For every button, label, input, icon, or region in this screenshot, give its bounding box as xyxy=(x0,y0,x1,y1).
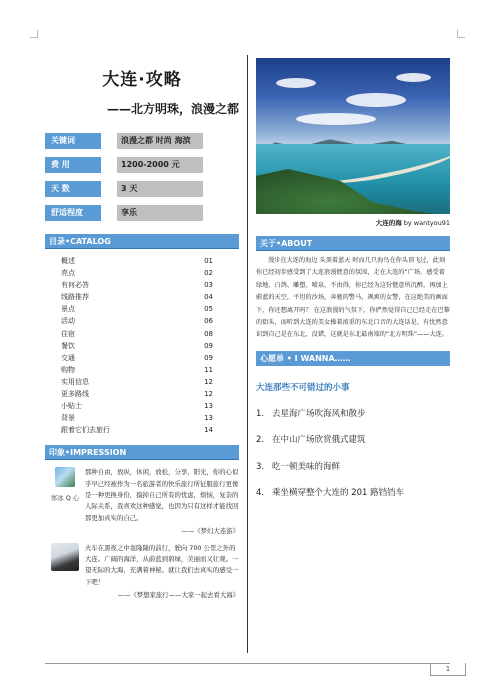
catalog-item-page: 01 xyxy=(204,257,213,265)
cloud-shape xyxy=(396,73,431,82)
catalog-item[interactable] xyxy=(61,400,213,412)
wish-item-text: 吃一顿美味的海鲜 xyxy=(272,461,341,472)
catalog-item[interactable] xyxy=(61,412,213,424)
corner-mark xyxy=(30,30,38,38)
wish-item xyxy=(256,487,450,514)
catalog-item-page: 04 xyxy=(204,293,213,302)
cloud-shape xyxy=(276,78,316,88)
wish-item-text: 乘坐横穿整个大连的 201 路铛铛车 xyxy=(272,488,405,499)
days-row xyxy=(45,181,239,197)
comfort-row xyxy=(45,205,239,221)
wish-item xyxy=(256,461,450,488)
catalog-item-page: 03 xyxy=(204,281,213,290)
catalog-item-name: 实用信息 xyxy=(61,377,89,386)
avatar-block xyxy=(45,543,85,588)
catalog-item-page: 06 xyxy=(204,317,213,326)
keyword-label: 关键词 xyxy=(45,133,101,149)
cost-label: 费 用 xyxy=(45,157,101,173)
page-title: 大连·攻略 xyxy=(102,70,182,90)
catalog-item-page: 08 xyxy=(204,329,213,338)
catalog-list xyxy=(45,255,239,436)
catalog-item-page: 12 xyxy=(204,390,213,399)
catalog-item-name: 背景 xyxy=(61,414,75,423)
catalog-item-name: 更多路线 xyxy=(61,390,89,399)
wish-item-number: 1. xyxy=(256,408,265,419)
avatar xyxy=(55,467,75,487)
catalog-item-page: 13 xyxy=(204,414,213,423)
catalog-item[interactable] xyxy=(61,267,213,279)
wish-list xyxy=(256,408,450,514)
corner-mark xyxy=(457,30,465,38)
catalog-item-page: 13 xyxy=(204,402,213,411)
catalog-item-page: 09 xyxy=(204,341,213,350)
impression-source: ——《梦想家旅行——大家一起去看大海》 xyxy=(117,591,239,600)
days-value: 3 天 xyxy=(117,181,203,197)
catalog-item-page: 09 xyxy=(204,353,213,362)
wish-item xyxy=(256,408,450,435)
column-divider xyxy=(247,55,248,653)
cloud-shape xyxy=(296,113,376,125)
right-column xyxy=(256,58,450,514)
wish-subheading: 大连那些不可错过的小事 xyxy=(256,382,350,393)
photo-caption-author: by wantyou91 xyxy=(403,219,450,227)
catalog-item[interactable] xyxy=(61,424,213,436)
catalog-item[interactable] xyxy=(61,388,213,400)
cost-row xyxy=(45,157,239,173)
catalog-item[interactable] xyxy=(61,340,213,352)
catalog-item[interactable] xyxy=(61,279,213,291)
keyword-table xyxy=(45,133,239,221)
catalog-item[interactable] xyxy=(61,328,213,340)
impression-source: ——《梦幻大连游》 xyxy=(181,526,239,535)
page-number: 1 xyxy=(430,663,466,676)
wish-item-number: 2. xyxy=(256,435,265,446)
catalog-item[interactable] xyxy=(61,352,213,364)
catalog-item-name: 住宿 xyxy=(61,329,75,338)
days-label: 天 数 xyxy=(45,181,101,197)
cost-value: 1200-2000 元 xyxy=(117,157,203,173)
wish-item-text: 去星海广场吹海风和散步 xyxy=(272,408,366,419)
catalog-item-page: 05 xyxy=(204,305,213,314)
catalog-item-name: 购物 xyxy=(61,365,75,374)
impression-entry xyxy=(45,467,239,523)
catalog-heading: 目录•CATALOG xyxy=(45,234,239,249)
catalog-item-name: 线路推荐 xyxy=(61,293,89,302)
avatar-block xyxy=(45,467,85,523)
catalog-item-name: 活动 xyxy=(61,317,75,326)
catalog-item-page: 11 xyxy=(204,365,213,374)
comfort-label: 舒适程度 xyxy=(45,205,101,221)
page-subtitle: ——北方明珠，浪漫之都 xyxy=(106,102,239,116)
footer-rule xyxy=(45,663,450,664)
author-name: 寒冰 Q 心 xyxy=(50,494,80,503)
keyword-value: 浪漫之都 时尚 海滨 xyxy=(117,133,203,149)
catalog-item[interactable] xyxy=(61,376,213,388)
comfort-value: 享乐 xyxy=(117,205,203,221)
catalog-item-name: 跟着它们去旅行 xyxy=(61,426,110,435)
impression-heading: 印象•IMPRESSION xyxy=(45,445,239,460)
photo-caption xyxy=(256,218,450,227)
keyword-row xyxy=(45,133,239,149)
about-text: 漫步在大连的海边 头顶着蓝天 时而几只海鸟在你头顶飞过，此刻你已经初步感受到了大连浪漫惬意的氛围，走在大连的“广场，感受着绿地、白鸽、雕塑、喷泉，不由得，你已经为这份惬意所沉醉。再加上蔚蓝的天空，平坦的沙场，奔驰的警马，飒爽的女警，在这绝美的画面下，你还想离开吗？ 在这浪漫的气氛下，你俨然觉得自己已经走在巴黎的街头，而听到大连的美女操着浓重的东北口音的大连话是，有忧然意识到自己是在东北，没错，这就是东北最南端的“北方明珠”——大连。 xyxy=(256,257,450,339)
impression-text: 火车在黑夜之中轰隆隆的前行，驶向 700 公里之外的大连。广阔的海洋，从蔚蓝到碧绿，美丽而又壮观。一望无际的大海，充满着神秘。就让我们去真实的感受一下吧！ xyxy=(85,543,239,586)
catalog-item-name: 餐饮 xyxy=(61,341,75,350)
wish-item xyxy=(256,434,450,461)
catalog-item-page: 12 xyxy=(204,377,213,386)
catalog-item[interactable] xyxy=(61,315,213,327)
photo-caption-title: 大连的海 xyxy=(375,219,402,227)
catalog-item[interactable] xyxy=(61,291,213,303)
catalog-item[interactable] xyxy=(61,364,213,376)
impression-text: 那种自由，放纵，休闲，放松，分享，阳光，你的心似乎早已经被作为一名旅游者的快乐旅行所征服旅行更像是一种更换身份，摸掉自己所有的忧虑，烦恼，复杂的人际关系，我喜欢这种感觉，也因为只有这样才能找回那更加真实的自己。 xyxy=(85,468,239,522)
catalog-item[interactable] xyxy=(61,255,213,267)
catalog-item-page: 02 xyxy=(204,269,213,278)
catalog-item-name: 小贴士 xyxy=(61,402,82,411)
catalog-item-name: 亮点 xyxy=(61,269,75,278)
impression-entry xyxy=(45,543,239,588)
catalog-item-name: 交通 xyxy=(61,353,75,362)
cloud-shape xyxy=(346,93,406,107)
left-column xyxy=(45,55,239,599)
wish-item-text: 在中山广场欣赏俄式建筑 xyxy=(272,435,366,446)
catalog-item-name: 概述 xyxy=(61,257,75,265)
about-heading: 关于•ABOUT xyxy=(256,236,450,251)
dalian-sea-photo xyxy=(256,58,450,214)
catalog-item-name: 景点 xyxy=(61,305,75,314)
catalog-item-page: 14 xyxy=(204,426,213,435)
wish-heading: 心愿单 • I WANNA…… xyxy=(256,351,450,366)
wish-item-number: 4. xyxy=(256,488,265,499)
catalog-item[interactable] xyxy=(61,303,213,315)
avatar xyxy=(51,543,79,571)
catalog-item-name: 有何必答 xyxy=(61,281,89,290)
wish-item-number: 3. xyxy=(256,461,265,472)
